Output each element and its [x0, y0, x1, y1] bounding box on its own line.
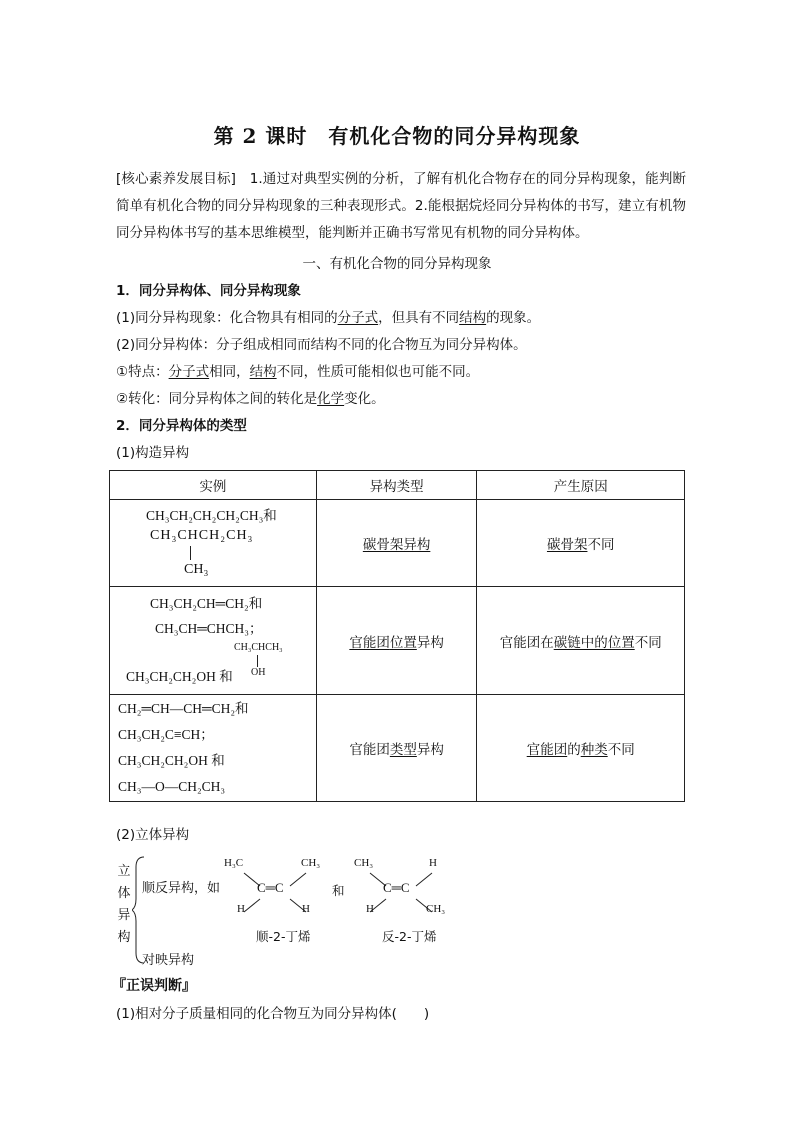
- trans-label: 反-2-丁烯: [382, 929, 437, 944]
- type-text: 碳骨架异构: [362, 537, 431, 553]
- formula-pentane: CH₃CH₂CH₂CH₂CH₃和: [146, 508, 277, 523]
- example-cell: [110, 695, 317, 802]
- table-header: 产生原因: [477, 471, 685, 500]
- judge-heading: 『正误判断』: [112, 978, 196, 994]
- s1-l1-u2: 结构: [459, 310, 487, 326]
- formula-1-propanol: CH₃CH₂CH₂OH 和: [126, 669, 233, 684]
- table-header: 异构类型: [316, 471, 477, 500]
- s1-l1-mid: ，但具有不同: [378, 310, 460, 326]
- s1-heading: 1．同分异构体、同分异构现象: [116, 283, 301, 299]
- reason-cell: [477, 500, 685, 587]
- bond-line: [257, 655, 258, 667]
- type-post: 异构: [416, 742, 444, 758]
- reason-post: 不同: [634, 634, 662, 651]
- reason-cell: [477, 695, 685, 802]
- trans-br: CH₃: [426, 903, 446, 915]
- s1-l4-post: 变化。: [344, 391, 385, 407]
- table-header: 实例: [110, 471, 317, 500]
- formula-2-propanol: CH₃CHCH₃: [234, 642, 283, 653]
- example-cell: [110, 587, 317, 695]
- reason-u: 碳骨架: [546, 537, 588, 553]
- bond-line: [190, 546, 191, 560]
- formula-ether: CH₃—O—CH₂CH₃: [118, 779, 226, 794]
- trans-center: C═C: [383, 880, 410, 895]
- formula-propanol: CH₃CH₂CH₂OH 和: [118, 753, 225, 768]
- reason-pre: 官能团在: [499, 634, 554, 651]
- formula-butyne: CH₃CH₂C≡CH；: [118, 727, 214, 742]
- enantiomer-label: 对映异构: [142, 953, 195, 968]
- formula-isopentane: CH₃CHCH₂CH₃: [150, 528, 254, 543]
- s1-l1-u1: 分子式: [337, 310, 379, 326]
- formula-oh: OH: [251, 667, 266, 678]
- cis-bl: H: [237, 903, 245, 915]
- s1-l4-u: 化学: [317, 391, 345, 407]
- table-row: [110, 500, 685, 587]
- trans-tr: H: [429, 857, 437, 869]
- reason-u2: 种类: [580, 742, 608, 758]
- table-row: [110, 587, 685, 695]
- cis-tl: H₃C: [224, 857, 244, 869]
- s1-l3-u2: 结构: [249, 364, 277, 380]
- s1-line1: [116, 305, 540, 332]
- section-heading: 一、有机化合物的同分异构现象: [302, 256, 492, 272]
- formula-1-butene: CH₃CH₂CH═CH₂和: [150, 596, 263, 611]
- s1-l3-u1: 分子式: [168, 364, 210, 380]
- s1-l1-pre: (1)同分异构现象：化合物具有相同的: [116, 310, 338, 326]
- intro-text: 1.通过对典型实例的分析，了解有机化合物存在的同分异构现象，能判断简单有机化合物的同分异构现象的三种表现形式。2.能根据烷烃同分异构体的书写，建立有机物同分异构体书写的基本思维模型，能判断并正确书写常见有机物的同分异构体。: [116, 171, 686, 241]
- reason-u1: 官能团: [526, 742, 568, 758]
- reason-mid: 的: [567, 742, 581, 758]
- trans-bl: H: [366, 903, 374, 915]
- s1-l4-pre: ②转化：同分异构体之间的转化是: [116, 391, 318, 407]
- type-cell: [316, 587, 477, 695]
- type-u: 类型: [389, 742, 417, 758]
- reason-post: 不同: [587, 537, 615, 553]
- cis-label: 顺-2-丁烯: [256, 929, 311, 944]
- example-cell: [110, 500, 317, 587]
- formula-branch: CH₃: [184, 562, 209, 577]
- s2-sub2: (2)立体异构: [116, 827, 190, 843]
- cis-tr: CH₃: [301, 857, 321, 869]
- type-cell: [316, 500, 477, 587]
- isomer-table: [109, 470, 685, 802]
- intro-paragraph: [116, 166, 686, 247]
- side-char: 异: [117, 908, 131, 923]
- type-pre: 官能团: [349, 742, 390, 758]
- type-u2: 位置: [389, 634, 417, 651]
- and-label: 和: [332, 883, 345, 898]
- side-char: 构: [117, 930, 131, 945]
- formula-butadiene: CH₂═CH—CH═CH₂和: [118, 701, 249, 716]
- table-row: [110, 695, 685, 802]
- judge-q1: (1)相对分子质量相同的化合物互为同分异构体( ): [116, 1006, 430, 1022]
- s1-line2: (2)同分异构体：分子组成相同而结构不同的化合物互为同分异构体。: [116, 337, 527, 353]
- s1-l3-post: 不同，性质可能相似也可能不同。: [276, 364, 480, 380]
- cis-trans-label: 顺反异构，如: [142, 881, 221, 896]
- s1-l1-post: 的现象。: [486, 310, 541, 326]
- table-header-row: [110, 471, 685, 500]
- s1-l3-pre: ①特点：: [116, 364, 169, 380]
- side-char: 体: [117, 886, 131, 901]
- formula-2-butene: CH₃CH═CHCH₃；: [155, 621, 263, 636]
- type-u1: 官能团: [349, 634, 390, 651]
- cis-br: H: [302, 903, 310, 915]
- page-title: 第 2 课时 有机化合物的同分异构现象: [213, 124, 581, 148]
- cis-center: C═C: [257, 880, 284, 895]
- intro-tag: [核心素养发展目标]: [116, 171, 236, 187]
- stereo-diagram: [116, 855, 676, 968]
- side-char: 立: [117, 864, 131, 879]
- reason-cell: [477, 587, 685, 695]
- side-label: [116, 861, 132, 949]
- trans-tl: CH₃: [354, 857, 374, 869]
- s2-heading: 2．同分异构体的类型: [116, 418, 247, 434]
- s2-sub1: (1)构造异构: [116, 445, 190, 461]
- type-post: 异构: [416, 634, 444, 651]
- s1-line3: [116, 359, 479, 386]
- s1-l3-mid: 相同，: [209, 364, 250, 380]
- reason-u: 碳链中的位置: [553, 634, 635, 651]
- type-cell: [316, 695, 477, 802]
- s1-line4: [116, 386, 385, 413]
- reason-post: 不同: [607, 742, 635, 758]
